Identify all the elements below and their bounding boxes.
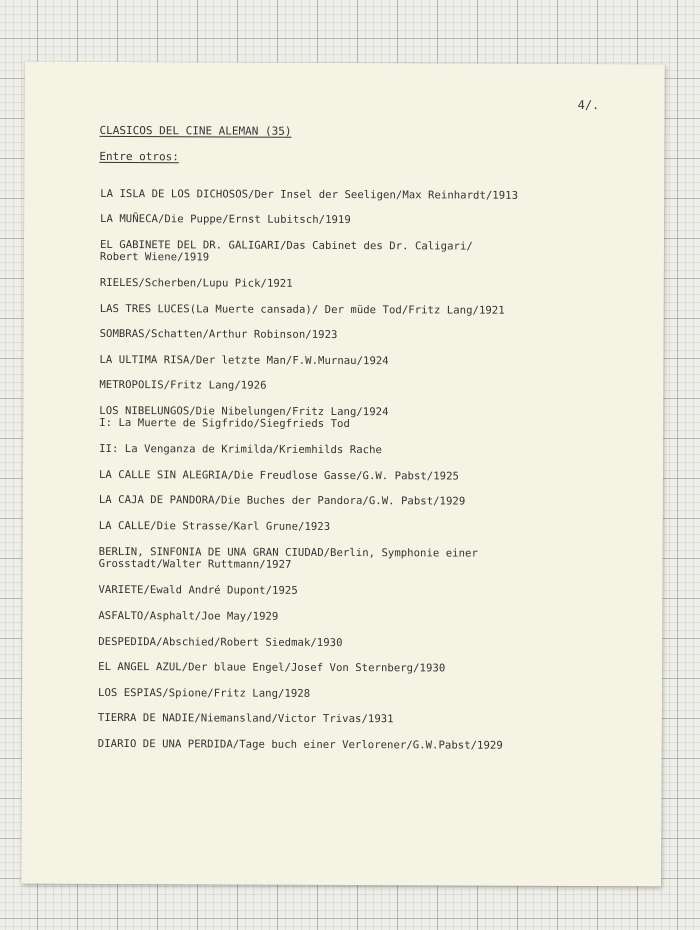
page-number: 4/.: [577, 98, 600, 113]
film-entry: [100, 213, 351, 226]
film-entry: [100, 303, 505, 317]
film-entry-line: METROPOLIS/Fritz Lang/1926: [99, 378, 267, 392]
film-entry: [99, 379, 266, 392]
film-entry-line: BERLIN, SINFONIA DE UNA GRAN CIUDAD/Berlin, Symphonie einer: [98, 545, 478, 560]
film-entry-line: EL GABINETE DEL DR. GALIGARI/Das Cabinet des Dr. Caligari/: [99, 238, 473, 253]
film-entry: [100, 328, 338, 341]
film-entry: [100, 188, 518, 202]
film-entry: [98, 584, 297, 597]
page-heading: CLASICOS DEL CINE ALEMAN (35): [99, 123, 292, 138]
film-entry: [98, 636, 342, 649]
film-entry-line: II: La Venganza de Krimilda/Kriemhilds Rache: [99, 442, 382, 457]
film-entry-line: DESPEDIDA/Abschied/Robert Siedmak/1930: [98, 635, 343, 649]
film-entry: [98, 610, 278, 623]
film-entry: [99, 494, 465, 508]
film-entry-line: I: La Muerte de Sigfrido/Siegfrieds Tod: [99, 416, 350, 431]
film-entry-line: Robert Wiene/1919: [99, 250, 210, 264]
film-entry: [98, 738, 503, 752]
film-entry: [99, 405, 388, 430]
film-entry: [98, 687, 310, 700]
film-entry-line: SOMBRAS/Schatten/Arthur Robinson/1923: [99, 327, 338, 341]
film-entry-line: VARIETE/Ewald André Dupont/1925: [98, 583, 298, 597]
film-entry-line: TIERRA DE NADIE/Niemansland/Victor Trivas/1931: [97, 711, 394, 726]
film-entry: [98, 712, 394, 725]
film-entry-line: EL ANGEL AZUL/Der blaue Engel/Josef Von Sternberg/1930: [98, 660, 446, 675]
film-entry-line: LA ISLA DE LOS DICHOSOS/Der Insel der Seeligen/Max Reinhardt/1913: [100, 187, 519, 202]
film-entry: [99, 520, 330, 533]
film-entry-line: LA CALLE SIN ALEGRIA/Die Freudlose Gasse/G.W. Pabst/1925: [98, 468, 459, 483]
film-entry: [99, 469, 459, 483]
film-entry-line: LA ULTIMA RISA/Der letzte Man/F.W.Murnau/1924: [99, 353, 389, 368]
page-subheading: Entre otros:: [99, 149, 179, 164]
film-entry: [99, 546, 478, 572]
film-entry: [100, 239, 473, 265]
film-entry-line: DIARIO DE UNA PERDIDA/Tage buch einer Verlorener/G.W.Pabst/1929: [97, 737, 503, 752]
typed-page: [21, 62, 665, 887]
film-entry-line: LA CAJA DE PANDORA/Die Buches der Pandora/G.W. Pabst/1929: [98, 493, 466, 508]
film-entry-line: LOS ESPIAS/Spione/Fritz Lang/1928: [98, 686, 311, 700]
film-entry-line: LA MUÑECA/Die Puppe/Ernst Lubitsch/1919: [100, 212, 351, 227]
film-entry-line: LOS NIBELUNGOS/Die Nibelungen/Fritz Lang/1924: [99, 404, 389, 419]
film-entry: [100, 277, 293, 290]
film-entry-line: RIELES/Scherben/Lupu Pick/1921: [99, 276, 293, 290]
film-entry: [99, 354, 388, 367]
film-entry-line: ASFALTO/Asphalt/Joe May/1929: [98, 609, 279, 623]
film-entry-line: Grosstadt/Walter Ruttmann/1927: [98, 557, 292, 571]
film-entry-line: LAS TRES LUCES(La Muerte cansada)/ Der müde Tod/Fritz Lang/1921: [99, 302, 505, 317]
film-entry-line: LA CALLE/Die Strasse/Karl Grune/1923: [98, 519, 331, 533]
film-entry: [99, 443, 382, 456]
film-entry: [98, 661, 445, 675]
